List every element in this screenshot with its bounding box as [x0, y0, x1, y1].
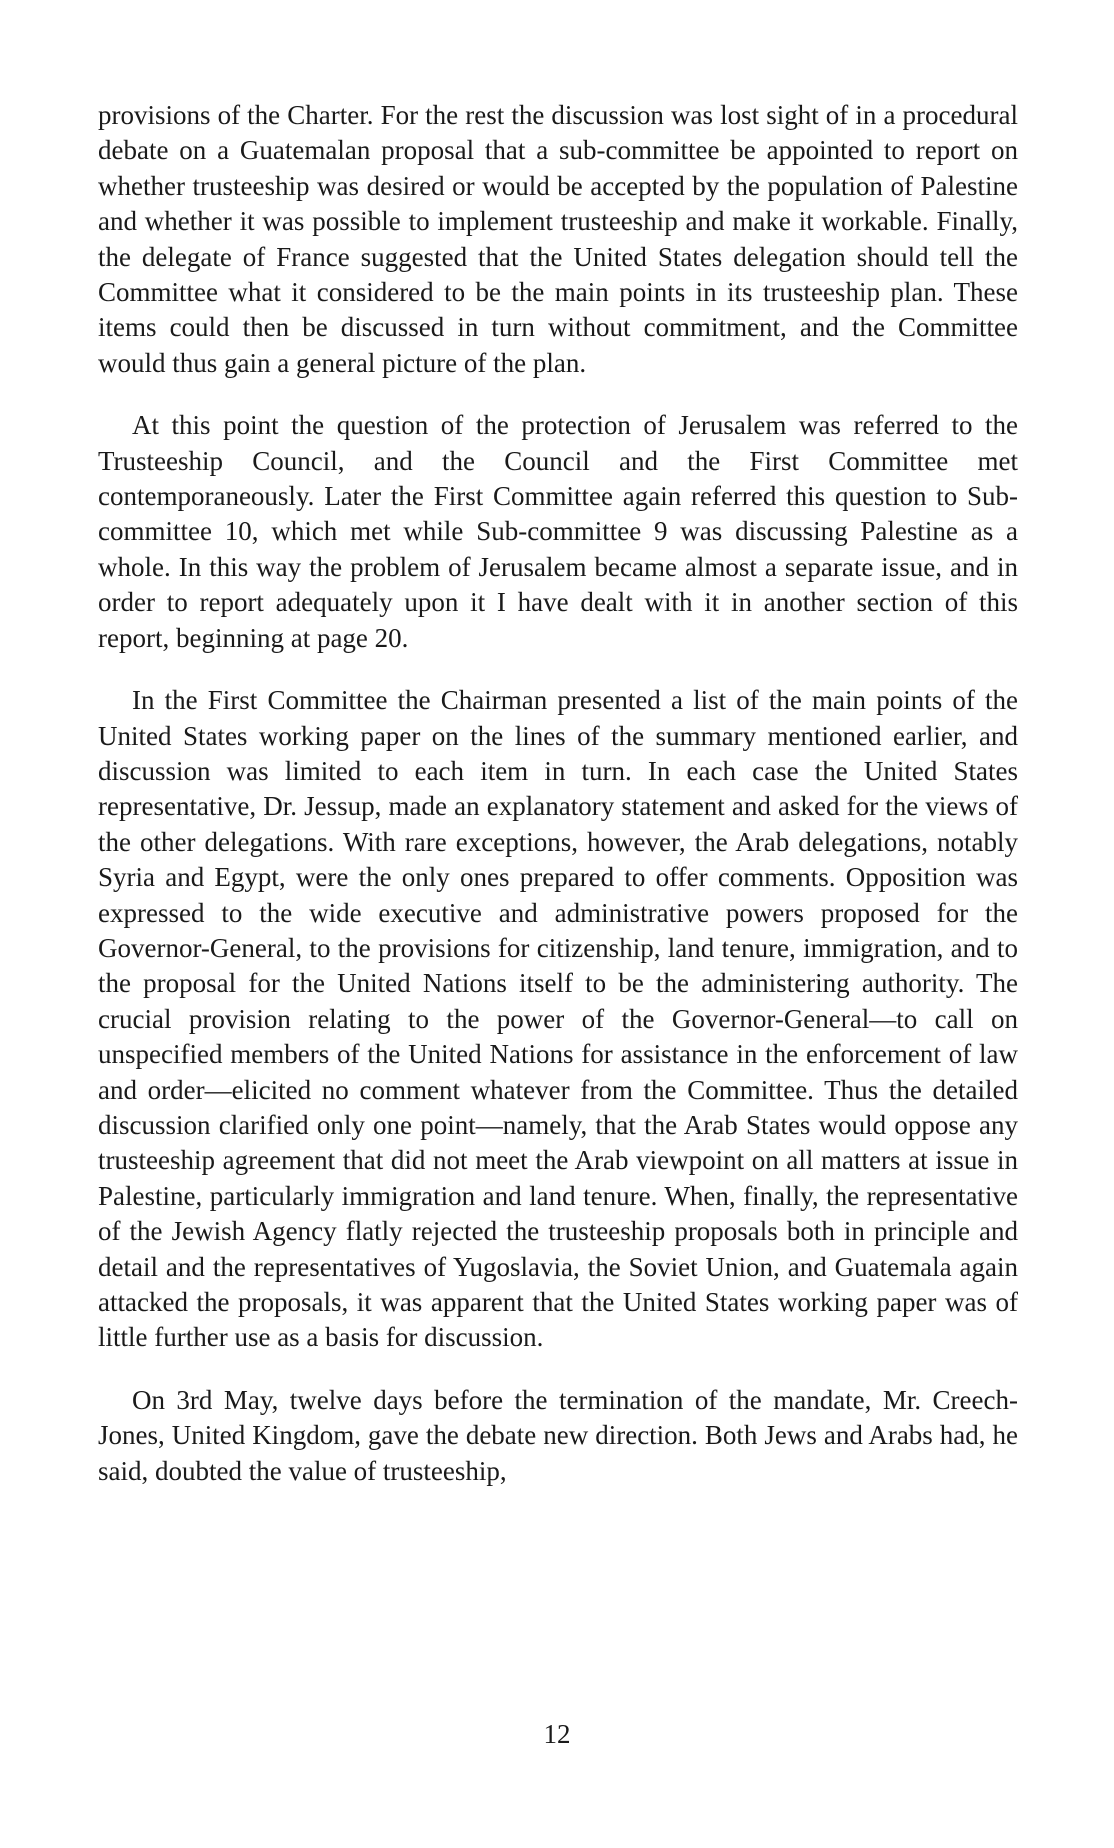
paragraph-gap: [98, 656, 1018, 683]
paragraph-1: provisions of the Charter. For the rest the discussion was lost sight of in a procedural debate on a Guatemalan proposal that a sub-committee be appointed to report on whether trusteeship was desired or would be accepted by the population of Palestine and whether it was possible to implement trusteeship and make it workable. Finally, the delegate of France suggested that the United States delegation should tell the Committee what it considered to be the main points in its trusteeship plan. These items could then be discussed in turn without commitment, and the Committee would thus gain a general picture of the plan.: [98, 100, 1018, 378]
paragraph-3: In the First Committee the Chairman presented a list of the main points of the United States working paper on the lines of the summary mentioned earlier, and discussion was limited to each item in turn. In each case the United States representative, Dr. Jessup, made an explanatory statement and asked for the views of the other delegations. With rare exceptions, however, the Arab delegations, notably Syria and Egypt, were the only ones prepared to offer comments. Opposition was expressed to the wide executive and administrative powers proposed for the Governor-General, to the provisions for citizenship, land tenure, immigration, and to the proposal for the United Nations itself to be the administering authority. The crucial provision relating to the power of the Governor-General—to call on unspecified members of the United Nations for assistance in the enforcement of law and order—elicited no comment whatever from the Committee. Thus the detailed discussion clarified only one point—namely, that the Arab States would oppose any trusteeship agreement that did not meet the Arab viewpoint on all matters at issue in Palestine, particularly immigration and land tenure. When, finally, the representative of the Jewish Agency flatly rejected the trusteeship proposals both in principle and detail and the representatives of Yugoslavia, the Soviet Union, and Guatemala again attacked the proposals, it was apparent that the United States working paper was of little further use as a basis for discussion.: [98, 685, 1018, 1353]
body-text: [98, 98, 1018, 1489]
paragraph-gap: [98, 1356, 1018, 1383]
paragraph-gap: [98, 381, 1018, 408]
paragraph-4: On 3rd May, twelve days before the termination of the mandate, Mr. Creech-Jones, United Kingdom, gave the debate new direction. Both Jews and Arabs had, he said, doubted the value of trusteeship,: [98, 1384, 1018, 1486]
paragraph-2: At this point the question of the protection of Jerusalem was referred to the Trusteeship Council, and the Council and the First Committee met contemporaneously. Later the First Committee again referred this question to Sub-committee 10, which met while Sub-committee 9 was discussing Palestine as a whole. In this way the problem of Jerusalem became almost a separate issue, and in order to report adequately upon it I have dealt with it in another section of this report, beginning at page 20.: [98, 410, 1018, 653]
page-number: 12: [543, 1719, 571, 1749]
